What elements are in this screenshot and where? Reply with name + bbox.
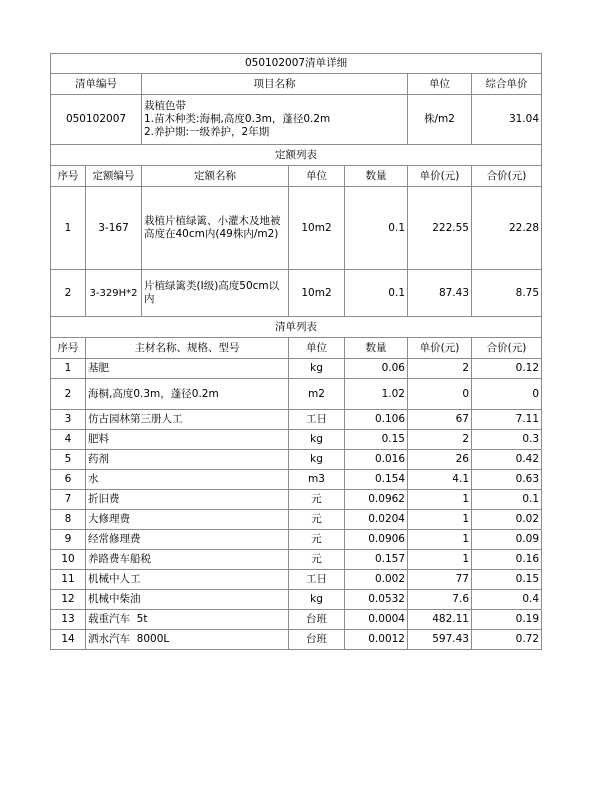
material-seq: 4: [51, 430, 86, 450]
material-total: 0.63: [472, 470, 542, 490]
material-unit-price: 1: [408, 550, 472, 570]
bill-item-price: 31.04: [472, 95, 542, 145]
material-unit: 工日: [289, 570, 345, 590]
material-row: [51, 630, 542, 650]
material-name: 药剂: [86, 450, 289, 470]
material-name: 水: [86, 470, 289, 490]
quota-header-row: [51, 166, 542, 187]
bill-item-name-line: 栽植色带: [144, 100, 186, 112]
quota-row: [51, 187, 542, 270]
material-seq: 7: [51, 490, 86, 510]
bill-code-header: 清单编号: [51, 74, 142, 95]
material-qty: 0.06: [345, 359, 408, 379]
material-name: 养路费车船税: [86, 550, 289, 570]
material-header-row: [51, 338, 542, 359]
material-row: [51, 470, 542, 490]
material-seq: 14: [51, 630, 86, 650]
quota-total: 22.28: [472, 187, 542, 270]
sheet-title: 050102007清单详细: [51, 54, 542, 74]
material-total: 0.19: [472, 610, 542, 630]
material-unit-price: 597.43: [408, 630, 472, 650]
material-unit: kg: [289, 590, 345, 610]
material-unit: 元: [289, 530, 345, 550]
material-seq: 13: [51, 610, 86, 630]
material-unit-price: 482.11: [408, 610, 472, 630]
bill-item-code: 050102007: [51, 95, 142, 145]
title-row: [51, 54, 542, 74]
material-name: 基肥: [86, 359, 289, 379]
material-unit-price: 2: [408, 359, 472, 379]
material-qty: 0.0204: [345, 510, 408, 530]
material-unit: kg: [289, 359, 345, 379]
material-unit-price: 77: [408, 570, 472, 590]
quota-qty: 0.1: [345, 270, 408, 317]
material-name-header: 主材名称、规格、型号: [86, 338, 289, 359]
material-qty: 0.15: [345, 430, 408, 450]
material-total: 0.4: [472, 590, 542, 610]
material-unit-price: 7.6: [408, 590, 472, 610]
material-row: [51, 510, 542, 530]
material-qty: 0.0906: [345, 530, 408, 550]
bill-detail-table: [50, 53, 542, 650]
material-name: 机械中柴油: [86, 590, 289, 610]
material-unit-price: 0: [408, 379, 472, 410]
quota-unit: 10m2: [289, 187, 345, 270]
material-unit-price: 4.1: [408, 470, 472, 490]
material-qty: 1.02: [345, 379, 408, 410]
material-seq: 8: [51, 510, 86, 530]
quota-row: [51, 270, 542, 317]
material-seq: 9: [51, 530, 86, 550]
material-qty: 0.0962: [345, 490, 408, 510]
material-row: [51, 530, 542, 550]
bill-item-row: [51, 95, 542, 145]
material-unit: 台班: [289, 610, 345, 630]
material-unit-price-header: 单价(元): [408, 338, 472, 359]
material-row: [51, 550, 542, 570]
material-total: 0.42: [472, 450, 542, 470]
material-total: 0.3: [472, 430, 542, 450]
bill-item-name: [142, 95, 408, 145]
quota-section-row: [51, 145, 542, 166]
material-row: [51, 610, 542, 630]
material-total-header: 合价(元): [472, 338, 542, 359]
quota-total: 8.75: [472, 270, 542, 317]
bill-name-header: 项目名称: [142, 74, 408, 95]
quota-unit-header: 单位: [289, 166, 345, 187]
bill-price-header: 综合单价: [472, 74, 542, 95]
quota-code: 3-329H*2: [86, 270, 142, 317]
material-qty: 0.0004: [345, 610, 408, 630]
material-seq-header: 序号: [51, 338, 86, 359]
quota-name: 片植绿篱类(I级)高度50cm以内: [142, 270, 289, 317]
material-qty: 0.016: [345, 450, 408, 470]
quota-seq-header: 序号: [51, 166, 86, 187]
material-unit-price: 67: [408, 410, 472, 430]
material-section-title: 清单列表: [51, 317, 542, 338]
material-qty: 0.0012: [345, 630, 408, 650]
material-unit-price: 1: [408, 510, 472, 530]
material-name: 肥料: [86, 430, 289, 450]
material-qty: 0.154: [345, 470, 408, 490]
material-seq: 12: [51, 590, 86, 610]
material-total: 0.09: [472, 530, 542, 550]
material-qty: 0.157: [345, 550, 408, 570]
material-row: [51, 410, 542, 430]
material-total: 0.1: [472, 490, 542, 510]
quota-code-header: 定额编号: [86, 166, 142, 187]
material-total: 0: [472, 379, 542, 410]
bill-header-row: [51, 74, 542, 95]
material-name: 折旧费: [86, 490, 289, 510]
material-qty: 0.0532: [345, 590, 408, 610]
material-row: [51, 359, 542, 379]
quota-name: 栽植片植绿篱、小灌木及地被高度在40cm内(49株内/m2): [142, 187, 289, 270]
material-seq: 11: [51, 570, 86, 590]
bill-item-name-line: 2.养护期:一级养护，2年期: [144, 126, 270, 138]
material-unit: m2: [289, 379, 345, 410]
material-name: 机械中人工: [86, 570, 289, 590]
material-name: 海桐,高度0.3m，蓬径0.2m: [86, 379, 289, 410]
material-row: [51, 590, 542, 610]
material-unit: 元: [289, 510, 345, 530]
material-unit-price: 2: [408, 430, 472, 450]
material-name: 经常修理费: [86, 530, 289, 550]
material-seq: 5: [51, 450, 86, 470]
material-seq: 1: [51, 359, 86, 379]
quota-unit-price: 87.43: [408, 270, 472, 317]
material-name: 仿古园林第三册人工: [86, 410, 289, 430]
quota-seq: 1: [51, 187, 86, 270]
material-total: 0.16: [472, 550, 542, 570]
material-row: [51, 450, 542, 470]
material-unit: m3: [289, 470, 345, 490]
material-qty: 0.002: [345, 570, 408, 590]
bill-unit-header: 单位: [408, 74, 472, 95]
quota-qty-header: 数量: [345, 166, 408, 187]
quota-seq: 2: [51, 270, 86, 317]
material-unit: 元: [289, 490, 345, 510]
material-seq: 10: [51, 550, 86, 570]
material-total: 7.11: [472, 410, 542, 430]
material-total: 0.02: [472, 510, 542, 530]
material-name: 大修理费: [86, 510, 289, 530]
material-unit-price: 1: [408, 490, 472, 510]
material-seq: 2: [51, 379, 86, 410]
material-name: 洒水汽车 8000L: [86, 630, 289, 650]
quota-name-header: 定额名称: [142, 166, 289, 187]
bill-item-unit: 株/m2: [408, 95, 472, 145]
material-total: 0.15: [472, 570, 542, 590]
material-unit-price: 26: [408, 450, 472, 470]
material-row: [51, 570, 542, 590]
material-unit-price: 1: [408, 530, 472, 550]
quota-total-header: 合价(元): [472, 166, 542, 187]
material-qty-header: 数量: [345, 338, 408, 359]
material-row: [51, 379, 542, 410]
quota-unit: 10m2: [289, 270, 345, 317]
quota-unit-price: 222.55: [408, 187, 472, 270]
material-qty: 0.106: [345, 410, 408, 430]
quota-section-title: 定额列表: [51, 145, 542, 166]
material-seq: 3: [51, 410, 86, 430]
material-unit-header: 单位: [289, 338, 345, 359]
bill-item-name-line: 1.苗木种类:海桐,高度0.3m，蓬径0.2m: [144, 113, 331, 125]
material-seq: 6: [51, 470, 86, 490]
material-section-row: [51, 317, 542, 338]
material-row: [51, 430, 542, 450]
material-total: 0.12: [472, 359, 542, 379]
material-unit: 元: [289, 550, 345, 570]
quota-unit-price-header: 单价(元): [408, 166, 472, 187]
material-unit: 台班: [289, 630, 345, 650]
material-unit: kg: [289, 430, 345, 450]
material-unit: 工日: [289, 410, 345, 430]
material-name: 载重汽车 5t: [86, 610, 289, 630]
quota-code: 3-167: [86, 187, 142, 270]
quota-qty: 0.1: [345, 187, 408, 270]
material-total: 0.72: [472, 630, 542, 650]
material-row: [51, 490, 542, 510]
material-unit: kg: [289, 450, 345, 470]
